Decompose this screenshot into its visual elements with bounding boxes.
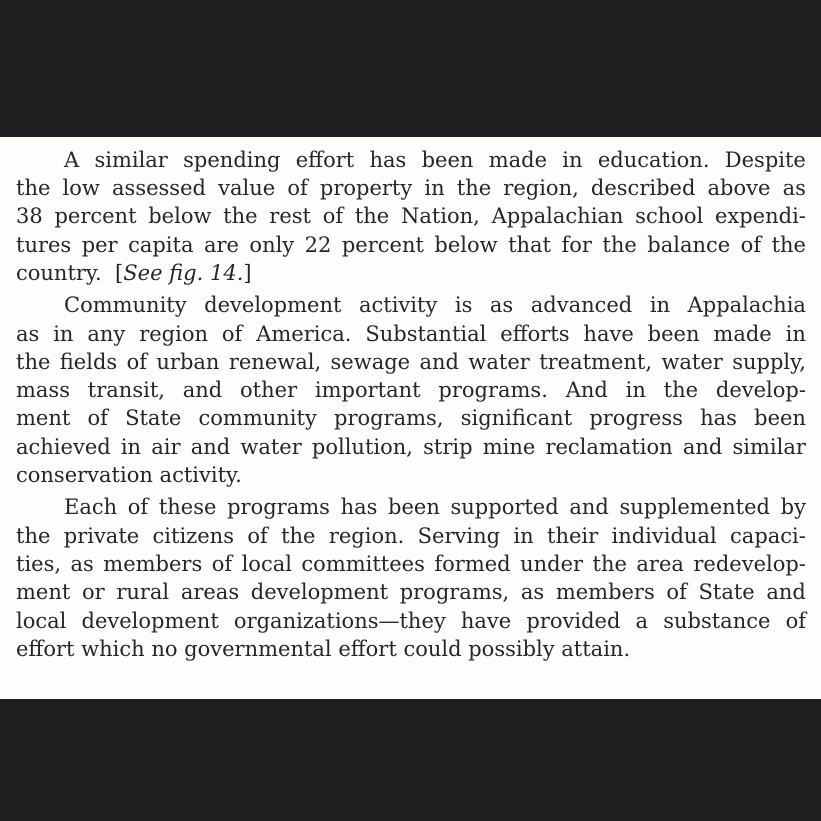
word: local (16, 609, 67, 633)
word: a (635, 609, 649, 633)
word: progress (589, 406, 683, 430)
word: the (771, 233, 806, 257)
word: below (148, 204, 212, 228)
word: of (221, 322, 243, 346)
word: water (661, 350, 723, 374)
paragraph-3-line-1 (64, 494, 806, 520)
word: been (421, 148, 474, 172)
word: per (81, 233, 118, 257)
word: been (754, 406, 806, 430)
word: or (81, 580, 105, 604)
word: Despite (724, 148, 806, 172)
paragraph-2-line-4 (16, 377, 806, 403)
word: members (555, 580, 655, 604)
word: substance (663, 609, 771, 633)
word: achieved (16, 435, 111, 459)
word: in (785, 322, 806, 346)
word: rest (269, 204, 311, 228)
word: value (218, 176, 276, 200)
word: fields (59, 350, 118, 374)
figure-reference[interactable] (115, 261, 252, 285)
paragraph-1-line-5 (16, 260, 252, 286)
word: and (190, 435, 231, 459)
word: are (203, 233, 239, 257)
paragraph-2-line-2 (16, 321, 806, 347)
word: as (520, 580, 545, 604)
word: other (240, 378, 298, 402)
word: ment (16, 406, 71, 430)
word: And (565, 378, 608, 402)
word: property (319, 176, 413, 200)
word: supply, (732, 350, 806, 374)
paragraph-3-line-2 (16, 523, 806, 549)
word: committees (301, 552, 425, 576)
word: development (250, 580, 389, 604)
word: activity (358, 293, 438, 317)
word: development (204, 293, 342, 317)
paragraph-1-line-5-text: country. (16, 261, 102, 285)
word: America. (256, 322, 352, 346)
word: area (636, 552, 684, 576)
word: is (454, 293, 473, 317)
word: the (16, 524, 51, 548)
word: provided (526, 609, 621, 633)
word: in (649, 293, 671, 317)
word: percent (54, 204, 137, 228)
word: capaci- (730, 524, 806, 548)
word: has (700, 406, 737, 430)
word: that (508, 233, 551, 257)
word: transit, (87, 378, 165, 402)
word: State (698, 580, 755, 604)
word: been (647, 322, 700, 346)
word: State (125, 406, 182, 430)
word: the (16, 350, 51, 374)
word: as (489, 293, 514, 317)
word: treatment, (539, 350, 653, 374)
paragraph-3-line-5 (16, 608, 806, 634)
word: Serving (417, 524, 501, 548)
word: ment (16, 580, 71, 604)
word: individual (611, 524, 717, 548)
word: supported (450, 495, 559, 519)
word: made (488, 148, 548, 172)
word: similar (94, 148, 168, 172)
word: redevelop- (693, 552, 806, 576)
word: assessed (112, 176, 206, 200)
word: strip (423, 435, 473, 459)
word: citizens (152, 524, 234, 548)
paragraph-3-line-6: effort which no governmental effort could possibly attain. (16, 637, 631, 661)
word: ties, (16, 552, 62, 576)
word: region, (503, 176, 579, 200)
word: have (460, 609, 512, 633)
word: capita (128, 233, 194, 257)
word: spending (183, 148, 281, 172)
word: formed (434, 552, 511, 576)
word: has (340, 495, 378, 519)
word: and (419, 350, 459, 374)
paragraph-1-line-3 (16, 203, 806, 229)
word: sewage (330, 350, 411, 374)
word: the (456, 176, 492, 200)
paragraph-1-line-2 (16, 175, 806, 201)
word: as (782, 176, 806, 200)
word: as (16, 322, 40, 346)
word: develop- (715, 378, 806, 402)
word: percent (341, 233, 424, 257)
word: private (63, 524, 140, 548)
word: school (635, 204, 704, 228)
word: renewal, (228, 350, 322, 374)
word: of (322, 204, 344, 228)
word: above (707, 176, 771, 200)
word: Appalachia (687, 293, 806, 317)
word: important (314, 378, 421, 402)
word: Appalachian (491, 204, 624, 228)
word: and (182, 378, 223, 402)
word: only (249, 233, 295, 257)
word: similar (732, 435, 806, 459)
word: in (625, 378, 646, 402)
word: of (127, 495, 149, 519)
word: local (241, 552, 292, 576)
word: of (211, 552, 233, 576)
word: been (388, 495, 440, 519)
word: Substantial (365, 322, 487, 346)
word: Community (64, 293, 187, 317)
word: made (713, 322, 772, 346)
word: of (87, 406, 108, 430)
paragraph-3-line-4 (16, 579, 806, 605)
word: by (780, 495, 806, 519)
word: efforts (500, 322, 570, 346)
paragraph-2-line-5 (16, 405, 806, 431)
word: of (666, 580, 687, 604)
word: members (103, 552, 203, 576)
word: of (126, 350, 147, 374)
word: in (120, 435, 142, 459)
word: tures (16, 233, 72, 257)
word: balance (647, 233, 731, 257)
word: programs (227, 495, 330, 519)
word: in (562, 148, 583, 172)
word: air (151, 435, 181, 459)
word: below (434, 233, 498, 257)
word: Nation, (400, 204, 480, 228)
paragraph-1-line-4 (16, 232, 806, 258)
word: urban (156, 350, 220, 374)
figure-reference-open-bracket: [ (115, 261, 124, 285)
word: the (354, 204, 390, 228)
word: effort (295, 148, 355, 172)
word: in (424, 176, 445, 200)
word: the (16, 176, 51, 200)
word: the (592, 552, 627, 576)
word: water (240, 435, 302, 459)
word: pollution, (311, 435, 413, 459)
word: in (53, 322, 74, 346)
word: and (682, 435, 723, 459)
word: the (663, 378, 699, 402)
paragraph-2-line-3 (16, 349, 806, 375)
word: Each (64, 495, 118, 519)
word: advanced (530, 293, 633, 317)
word: areas (180, 580, 240, 604)
word: mass (16, 378, 70, 402)
paragraph-2-line-7: conservation activity. (16, 463, 242, 487)
word: of (247, 524, 268, 548)
figure-reference-text: See fig. 14. (123, 261, 244, 285)
word: education. (597, 148, 710, 172)
word: mine (482, 435, 536, 459)
word: and (569, 495, 609, 519)
word: significant (460, 406, 573, 430)
word: A (64, 148, 80, 172)
paragraph-1-line-1 (64, 147, 806, 173)
word: 22 (304, 233, 332, 257)
figure-reference-close-bracket: ] (243, 261, 252, 285)
word: development (81, 609, 219, 633)
word: have (583, 322, 634, 346)
word: the (223, 204, 258, 228)
word: their (547, 524, 599, 548)
word: programs. (438, 378, 548, 402)
word: expendi- (714, 204, 806, 228)
word: programs, (334, 406, 444, 430)
word: in (513, 524, 534, 548)
word: low (62, 176, 100, 200)
word: as (70, 552, 94, 576)
word: reclamation (545, 435, 673, 459)
word: of (740, 233, 762, 257)
word: of (785, 609, 806, 633)
word: region. (328, 524, 405, 548)
word: the (281, 524, 316, 548)
word: 38 (16, 204, 43, 228)
word: supplemented (619, 495, 770, 519)
scanned-document-page (0, 137, 821, 699)
word: rural (116, 580, 170, 604)
word: has (369, 148, 407, 172)
word: under (520, 552, 584, 576)
paragraph-2-line-6 (16, 434, 806, 460)
word: for (561, 233, 592, 257)
word: programs, (399, 580, 510, 604)
word: these (158, 495, 217, 519)
word: and (766, 580, 806, 604)
word: region (139, 322, 208, 346)
word: of (287, 176, 308, 200)
word: organizations—they (233, 609, 446, 633)
word: community (198, 406, 317, 430)
paragraph-3-line-3 (16, 551, 806, 577)
word: the (602, 233, 637, 257)
paragraph-2-line-1 (64, 292, 806, 318)
word: any (87, 322, 126, 346)
word: water (468, 350, 530, 374)
word: described (590, 176, 696, 200)
